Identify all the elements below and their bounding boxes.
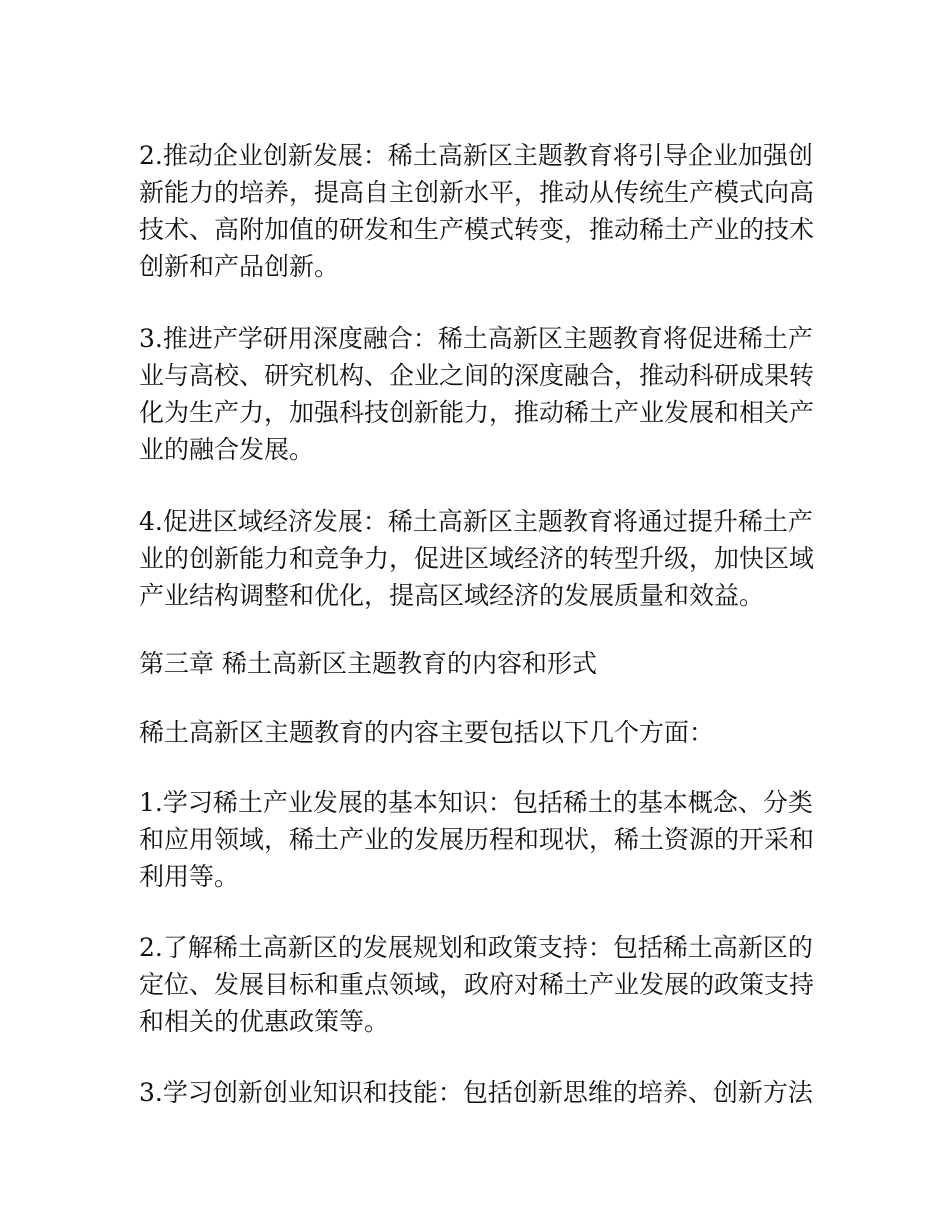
paragraph-line: 产业结构调整和优化，提高区域经济的发展质量和效益。 (139, 581, 765, 610)
paragraph-line: 化为生产力，加强科技创新能力，推动稀土产业发展和相关产 (139, 398, 815, 427)
paragraph-line: 和相关的优惠政策等。 (139, 1007, 390, 1036)
paragraph-line: 4.促进区域经济发展：稀土高新区主题教育将通过提升稀土产 (139, 507, 813, 536)
paragraph-line: 技术、高附加值的研发和生产模式转变，推动稀土产业的技术 (139, 215, 815, 244)
paragraph-line: 和应用领域，稀土产业的发展历程和现状，稀土资源的开采和 (139, 825, 815, 854)
paragraph-line: 1.学习稀土产业发展的基本知识：包括稀土的基本概念、分类 (139, 788, 813, 817)
paragraph-line: 业与高校、研究机构、企业之间的深度融合，推动科研成果转 (139, 361, 815, 390)
paragraph-line: 业的融合发展。 (139, 435, 315, 464)
paragraph-line: 新能力的培养，提高自主创新水平，推动从传统生产模式向高 (139, 178, 815, 207)
paragraph-line: 2.了解稀土高新区的发展规划和政策支持：包括稀土高新区的 (139, 933, 813, 962)
paragraph-line: 利用等。 (139, 862, 240, 891)
paragraph-line: 3.推进产学研用深度融合：稀土高新区主题教育将促进稀土产 (139, 324, 813, 353)
paragraph-line: 2.推动企业创新发展：稀土高新区主题教育将引导企业加强创 (139, 141, 813, 170)
paragraph-line: 创新和产品创新。 (139, 252, 340, 281)
paragraph-line: 定位、发展目标和重点领域，政府对稀土产业发展的政策支持 (139, 970, 815, 999)
paragraph-line: 业的创新能力和竞争力，促进区域经济的转型升级，加快区域 (139, 544, 815, 573)
paragraph-line: 3.学习创新创业知识和技能：包括创新思维的培养、创新方法 (139, 1078, 813, 1107)
chapter-heading: 第三章 稀土高新区主题教育的内容和形式 (139, 649, 597, 678)
paragraph-line: 稀土高新区主题教育的内容主要包括以下几个方面： (139, 718, 715, 747)
